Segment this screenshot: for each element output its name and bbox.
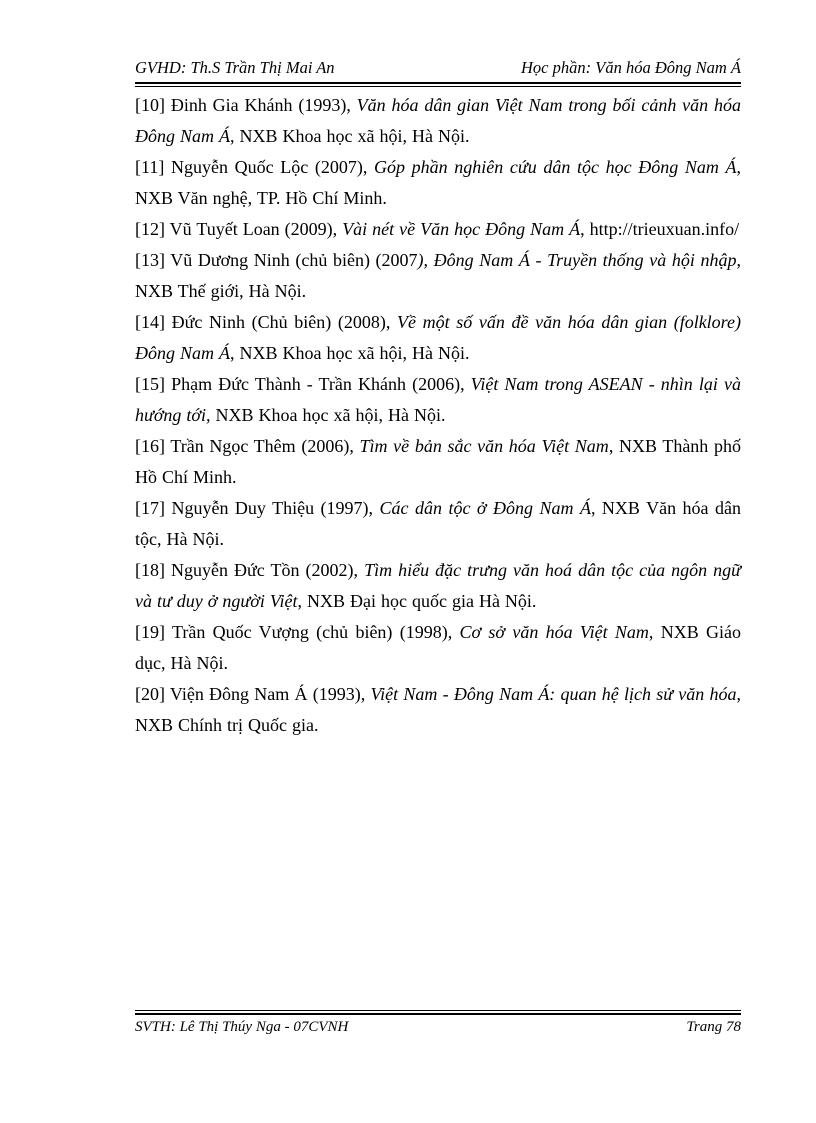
page-footer: [135, 1017, 741, 1037]
footer-rule: [135, 1013, 741, 1015]
page-number: Trang 78: [686, 1019, 741, 1035]
reference-publisher: , NXB Văn nghệ, TP. Hồ Chí Minh.: [135, 157, 742, 208]
reference-item: [135, 555, 741, 617]
reference-item: [135, 493, 741, 555]
reference-author: Vũ Dương Ninh (chủ biên) (2007: [165, 250, 418, 270]
reference-number: [13]: [135, 250, 165, 270]
reference-author: Nguyễn Duy Thiệu (1997),: [165, 498, 380, 518]
reference-item: [135, 679, 741, 741]
header-instructor: GVHD: Th.S Trần Thị Mai An: [135, 58, 335, 77]
reference-title: Việt Nam trong ASEAN - nhìn lại và hướng tới,: [135, 374, 741, 425]
reference-publisher: , NXB Khoa học xã hội, Hà Nội.: [230, 343, 470, 363]
reference-publisher: , NXB Giáo dục, Hà Nội.: [135, 622, 741, 673]
reference-title: Tìm về bản sắc văn hóa Việt Nam: [359, 436, 609, 456]
reference-title: Góp phần nghiên cứu dân tộc học Đông Nam Á: [373, 157, 737, 177]
reference-title: ), Đông Nam Á - Truyền thống và hội nhập: [417, 250, 737, 270]
reference-publisher: , NXB Khoa học xã hội, Hà Nội.: [230, 126, 470, 146]
reference-title: Việt Nam - Đông Nam Á: quan hệ lịch sử văn hóa: [370, 684, 737, 704]
reference-number: [17]: [135, 498, 165, 518]
reference-author: Đinh Gia Khánh (1993),: [165, 95, 357, 115]
page-header: [135, 58, 741, 78]
footer-student: SVTH: Lê Thị Thúy Nga - 07CVNH: [135, 1019, 349, 1035]
reference-title: Văn hóa dân gian Việt Nam trong bối cảnh văn hóa Đông Nam Á: [135, 95, 742, 146]
reference-url: , http://trieuxuan.info/: [580, 219, 740, 239]
reference-author: Phạm Đức Thành - Trần Khánh (2006),: [165, 374, 471, 394]
reference-author: Nguyễn Đức Tồn (2002),: [165, 560, 365, 580]
reference-title: Cơ sở văn hóa Việt Nam: [459, 622, 649, 642]
reference-author: Vũ Tuyết Loan (2009),: [165, 219, 343, 239]
reference-number: [16]: [135, 436, 165, 456]
reference-number: [18]: [135, 560, 165, 580]
reference-number: [15]: [135, 374, 165, 394]
header-rule: [135, 82, 741, 84]
reference-number: [20]: [135, 684, 165, 704]
reference-title: Vài nét về Văn học Đông Nam Á: [342, 219, 581, 239]
reference-list: [135, 90, 741, 741]
reference-item: [135, 617, 741, 679]
reference-title: Các dân tộc ở Đông Nam Á: [379, 498, 591, 518]
reference-title: Tìm hiểu đặc trưng văn hoá dân tộc của ngôn ngữ và tư duy ở người Việt: [135, 560, 741, 611]
header-course: Học phần: Văn hóa Đông Nam Á: [521, 58, 741, 77]
reference-author: Trần Quốc Vượng (chủ biên) (1998),: [165, 622, 460, 642]
reference-publisher: , NXB Văn hóa dân tộc, Hà Nội.: [135, 498, 741, 549]
reference-item: [135, 245, 741, 307]
reference-number: [19]: [135, 622, 165, 642]
reference-publisher: NXB Khoa học xã hội, Hà Nội.: [210, 405, 446, 425]
reference-item: [135, 431, 741, 493]
reference-number: [10]: [135, 95, 165, 115]
reference-author: Viện Đông Nam Á (1993),: [165, 684, 371, 704]
footer-rule-thin: [135, 1010, 741, 1011]
reference-author: Nguyễn Quốc Lộc (2007),: [164, 157, 374, 177]
reference-item: [135, 369, 741, 431]
reference-author: Đức Ninh (Chủ biên) (2008),: [165, 312, 398, 332]
reference-item: [135, 214, 741, 245]
reference-number: [14]: [135, 312, 165, 332]
reference-author: Trần Ngọc Thêm (2006),: [165, 436, 360, 456]
reference-item: [135, 152, 741, 214]
reference-item: [135, 307, 741, 369]
reference-item: [135, 90, 741, 152]
reference-title: Về một số vấn đề văn hóa dân gian (folklore) Đông Nam Á: [135, 312, 742, 363]
reference-publisher: , NXB Chính trị Quốc gia.: [135, 684, 742, 735]
reference-number: [12]: [135, 219, 165, 239]
header-rule-thin: [135, 86, 741, 87]
reference-publisher: , NXB Thế giới, Hà Nội.: [135, 250, 741, 301]
reference-number: [11]: [135, 157, 165, 177]
reference-publisher: , NXB Đại học quốc gia Hà Nội.: [297, 591, 537, 611]
reference-publisher: , NXB Thành phố Hồ Chí Minh.: [135, 436, 741, 487]
